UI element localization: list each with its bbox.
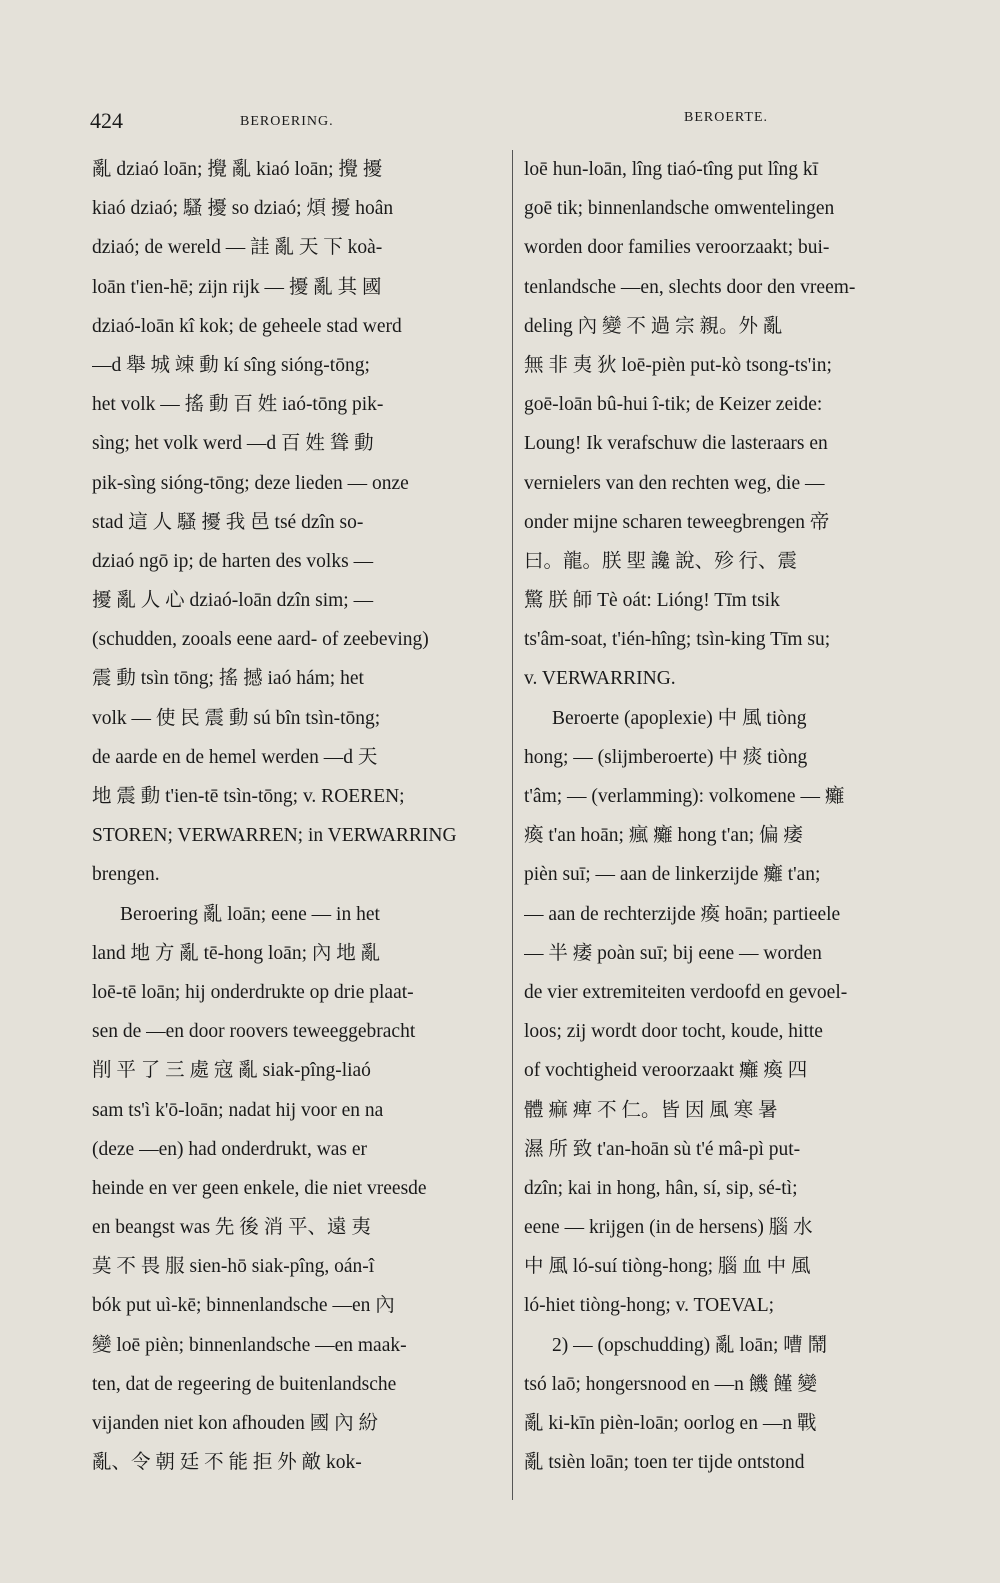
text-line: Loung! Ik verafschuw die lasteraars en — [524, 433, 828, 455]
text-line: goē-loān bû-hui î-tik; de Keizer zeide: — [524, 394, 823, 416]
text-line: de vier extremiteiten verdoofd en gevoel- — [524, 981, 848, 1003]
text-line: 亂 ki-kīn pièn-loān; oorlog en —n 戰 — [524, 1413, 817, 1434]
text-line: vernielers van den rechten weg, die — — [524, 472, 825, 494]
text-line: dziaó-loān kî kok; de geheele stad werd — [92, 315, 402, 337]
text-line: — 半 痿 poàn suī; bij eene — worden — [524, 942, 822, 964]
text-line: dziaó ngō ip; de harten des volks — — [92, 550, 374, 572]
text-line: t'âm; — (verlamming): volkomene — 癱 — [524, 786, 845, 807]
running-head-left: BEROERING. — [240, 114, 334, 129]
text-line: 削 平 了 三 處 寇 亂 siak-pîng-liaó — [92, 1060, 371, 1082]
text-line: 濕 所 致 t'an-hoān sù t'é mâ-pì put- — [524, 1138, 801, 1160]
column-divider — [512, 150, 513, 1500]
text-line: tsó laō; hongersnood en —n 饑 饉 變 — [524, 1373, 818, 1395]
text-line: (deze —en) had onderdrukt, was er — [92, 1138, 368, 1160]
text-line: 2) — (opschudding) 亂 loān; 嘈 鬧 — [552, 1334, 828, 1356]
text-line: ló-hiet tiòng-hong; v. TOEVAL; — [524, 1295, 775, 1317]
text-line: ten, dat de regeering de buitenlandsche — [92, 1373, 397, 1395]
text-line: heinde en ver geen enkele, die niet vreesde — [92, 1177, 427, 1199]
left-column — [92, 150, 500, 1482]
text-line: vijanden niet kon afhouden 國 內 紛 — [92, 1413, 378, 1434]
text-line: 瘓 t'an hoān; 瘋 癱 hong t'an; 偏 痿 — [524, 825, 803, 847]
text-line: 驚 朕 師 Tè oát: Lióng! Tīm tsik — [524, 590, 780, 612]
text-line: 擾 亂 人 心 dziaó-loān dzîn sim; — — [92, 590, 374, 612]
text-line: land 地 方 亂 tē-hong loān; 內 地 亂 — [92, 942, 381, 964]
text-line: pik-sìng sióng-tōng; deze lieden — onze — [92, 472, 409, 494]
text-line: 亂、令 朝 廷 不 能 拒 外 敵 kok- — [92, 1452, 362, 1474]
text-line: 莫 不 畏 服 sien-hō siak-pîng, oán-î — [92, 1256, 375, 1278]
text-line: hong; — (slijmberoerte) 中 痰 tiòng — [524, 746, 808, 768]
text-line: loān t'ien-hē; zijn rijk — 擾 亂 其 國 — [92, 276, 382, 298]
text-line: volk — 使 民 震 動 sú bîn tsìn-tōng; — [92, 707, 381, 729]
text-line: v. VERWARRING. — [524, 668, 676, 690]
text-line: ts'âm-soat, t'ién-hîng; tsìn-king Tīm su; — [524, 629, 831, 651]
page-header — [0, 108, 1000, 138]
text-line: 中 風 ló-suí tiòng-hong; 腦 血 中 風 — [524, 1256, 811, 1278]
text-line: deling 內 變 不 過 宗 親。外 亂 — [524, 315, 783, 337]
text-line: sen de —en door roovers teweeggebracht — [92, 1021, 416, 1043]
text-line: worden door families veroorzaakt; bui- — [524, 237, 830, 259]
text-line: brengen. — [92, 864, 160, 886]
text-line: 體 痲 痺 不 仁。皆 因 風 寒 暑 — [524, 1099, 778, 1121]
text-line: 變 loē pièn; binnenlandsche —en maak- — [92, 1334, 407, 1356]
text-line: loē hun-loān, lîng tiaó-tîng put lîng kī — [524, 159, 819, 180]
text-line: 無 非 夷 狄 loē-pièn put-kò tsong-ts'in; — [524, 354, 832, 376]
text-line: 亂 tsièn loān; toen ter tijde ontstond — [524, 1452, 805, 1474]
text-line: stad 這 人 騷 擾 我 邑 tsé dzîn so- — [92, 511, 364, 533]
text-line: — aan de rechterzijde 瘓 hoān; partieele — [524, 903, 841, 925]
text-line: 地 震 動 t'ien-tē tsìn-tōng; v. ROEREN; — [92, 786, 405, 807]
text-line: goē tik; binnenlandsche omwentelingen — [524, 198, 835, 220]
text-line: 震 動 tsìn tōng; 搖 撼 iaó hám; het — [92, 668, 364, 690]
text-line: 亂 dziaó loān; 攪 亂 kiaó loān; 攪 擾 — [92, 159, 383, 180]
text-line: tenlandsche —en, slechts door den vreem- — [524, 276, 856, 298]
text-line: bók put uì-kē; binnenlandsche —en 內 — [92, 1295, 395, 1317]
text-line: en beangst was 先 後 消 平、遠 夷 — [92, 1217, 371, 1239]
text-line: STOREN; VERWARREN; in VERWARRING — [92, 825, 457, 847]
text-line: eene — krijgen (in de hersens) 腦 水 — [524, 1217, 813, 1239]
text-line: —d 舉 城 竦 動 kí sîng sióng-tōng; — [92, 354, 370, 376]
text-line: 曰。龍。朕 堲 讒 說、殄 行、震 — [524, 550, 798, 572]
text-line: dziaó; de wereld — 詿 亂 天 下 koà- — [92, 237, 383, 259]
text-line: kiaó dziaó; 騷 擾 so dziaó; 煩 擾 hoân — [92, 198, 394, 220]
right-column — [524, 150, 932, 1482]
text-line: (schudden, zooals eene aard- of zeebeving) — [92, 629, 429, 651]
text-line: Beroerte (apoplexie) 中 風 tiòng — [552, 707, 807, 729]
text-line: het volk — 搖 動 百 姓 iaó-tōng pik- — [92, 394, 384, 416]
text-line: pièn suī; — aan de linkerzijde 癱 t'an; — [524, 864, 821, 886]
running-head-right: BEROERTE. — [684, 110, 768, 125]
text-line: loos; zij wordt door tocht, koude, hitte — [524, 1021, 823, 1043]
text-line: sìng; het volk werd —d 百 姓 聳 動 — [92, 433, 374, 455]
text-line: Beroering 亂 loān; eene — in het — [120, 903, 380, 925]
text-line: de aarde en de hemel werden —d 天 — [92, 746, 378, 768]
text-line: sam ts'ì k'ō-loān; nadat hij voor en na — [92, 1099, 384, 1121]
text-line: dzîn; kai in hong, hân, sí, sip, sé-tì; — [524, 1177, 798, 1199]
page-number: 424 — [90, 108, 123, 133]
text-line: onder mijne scharen teweegbrengen 帝 — [524, 511, 830, 533]
text-line: loē-tē loān; hij onderdrukte op drie plaat- — [92, 981, 414, 1003]
text-line: of vochtigheid veroorzaakt 癱 瘓 四 — [524, 1060, 808, 1082]
